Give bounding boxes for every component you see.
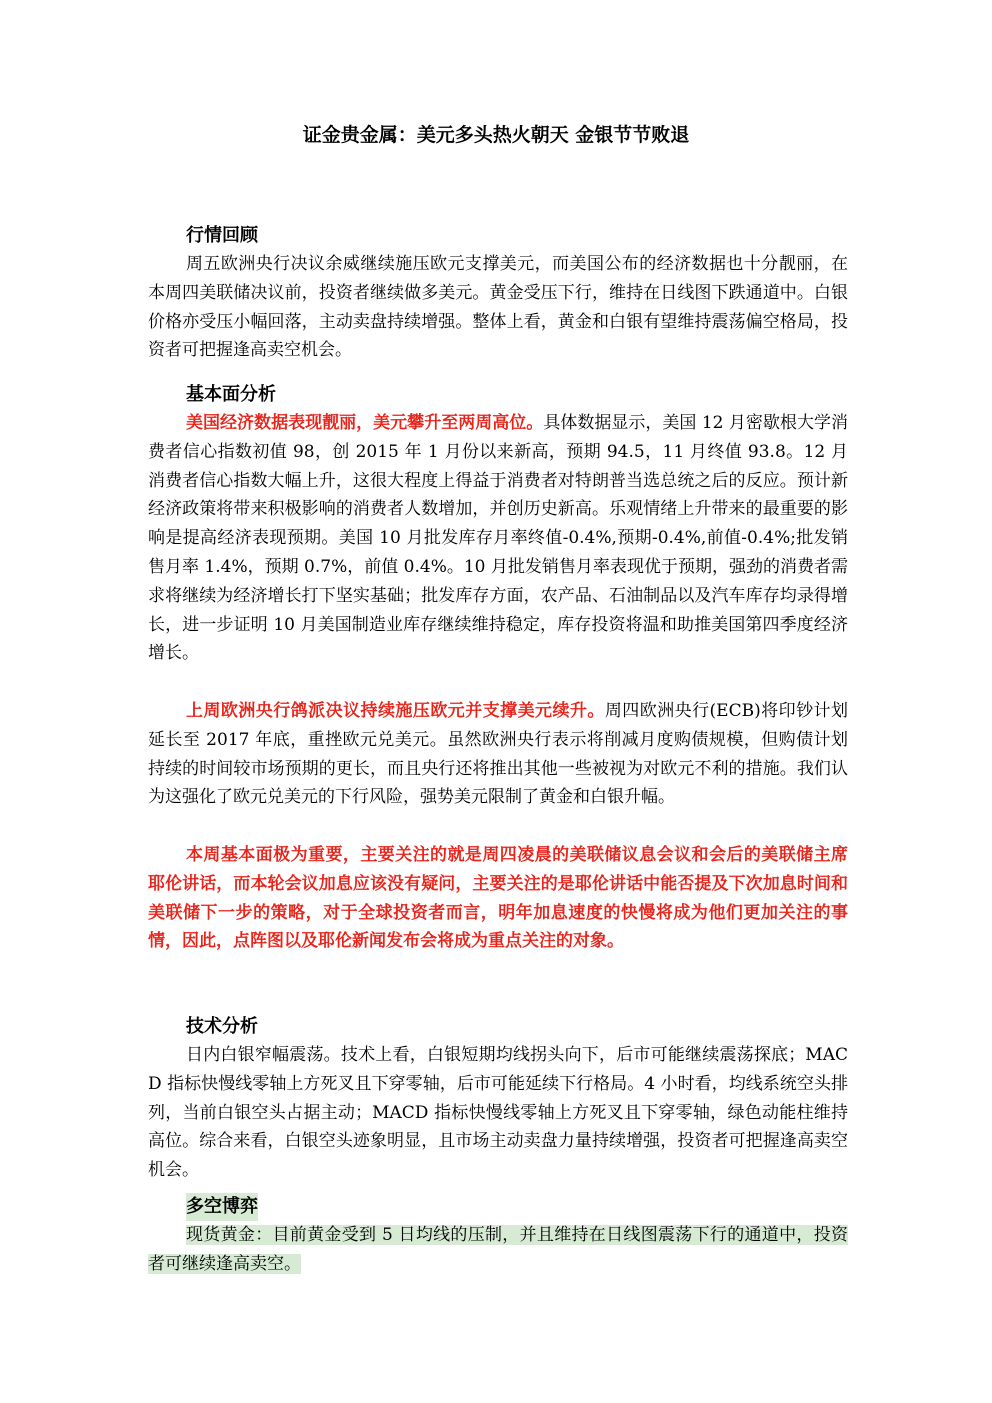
- fundamentals-paragraph-1: [148, 409, 848, 668]
- section-market-review: [148, 222, 848, 365]
- section-paragraph: 周五欧洲央行决议余威继续施压欧元支撑美元，而美国公布的经济数据也十分靓丽，在本周四美联储决议前，投资者继续做多美元。黄金受压下行，维持在日线图下跌通道中。白银价格亦受压小幅回落，主动卖盘持续增强。整体上看，黄金和白银有望维持震荡偏空格局，投资者可把握逢高卖空机会。: [148, 254, 848, 361]
- section-heading: 技术分析: [186, 1016, 258, 1037]
- section-heading: 多空博弈: [186, 1193, 258, 1221]
- emphasis-text: 上周欧洲央行鸽派决议持续施压欧元并支撑美元续升。: [186, 700, 605, 721]
- emphasis-text: 美国经济数据表现靓丽，美元攀升至两周高位。: [186, 413, 544, 433]
- body-text: 周四欧洲央行(ECB)将印钞计划延长至 2017 年底，重挫欧元兑美元。虽然欧洲央行表示将削减月度购债规模，但购债计划持续的时间较市场预期的更长，而且央行还将推出其他一些被视为对欧元不利的措施。我们认为这强化了欧元兑美元的下行风险，强势美元限制了黄金和白银升幅。: [148, 700, 848, 808]
- section-heading: 行情回顾: [186, 225, 258, 246]
- fundamentals-paragraph-3: 本周基本面极为重要，主要关注的就是周四凌晨的美联储议息会议和会后的美联储主席耶伦讲话，而本轮会议加息应该没有疑问，主要关注的是耶伦讲话中能否提及下次加息时间和美联储下一步的策略，对于全球投资者而言，明年加息速度的快慢将成为他们更加关注的事情，因此，点阵图以及耶伦新闻发布会将成为重点关注的对象。: [148, 844, 848, 952]
- body-text: 具体数据显示，美国 12 月密歇根大学消费者信心指数初值 98，创 2015 年 1 月份以来新高，预期 94.5，11 月终值 93.8。12 月消费者信心指数大幅上升，这很大程度上得益于消费者对特朗普当选总统之后的反应。预计新经济政策将带来积极影响的消费者人数增加，并创历史新高。乐观情绪上升带来的最重要的影响是提高经济表现预期。美国 10 月批发库存月率终值-0.4%,预期-0.4%,前值-0.4%;批发销售月率 1.4%，预期 0.7%，前值 0.4%。10 月批发销售月率表现优于预期，强劲的消费者需求将继续为经济增长打下坚实基础；批发库存方面，农产品、石油制品以及汽车库存均录得增长，进一步证明 10 月美国制造业库存继续维持稳定，库存投资将温和助推美国第四季度经济增长。: [148, 413, 848, 664]
- section-fundamentals: [148, 381, 848, 956]
- section-bull-bear: [148, 1193, 848, 1279]
- highlighted-text: 现货黄金：目前黄金受到 5 日均线的压制，并且维持在日线图震荡下行的通道中，投资者可继续逢高卖空。: [148, 1225, 848, 1274]
- fundamentals-paragraph-2: [148, 697, 848, 812]
- section-technical-analysis: [148, 1013, 848, 1185]
- section-heading: 基本面分析: [186, 384, 276, 405]
- section-paragraph: 日内白银窄幅震荡。技术上看，白银短期均线拐头向下，后市可能继续震荡探底；MACD 指标快慢线零轴上方死叉且下穿零轴，后市可能延续下行格局。4 小时看，均线系统空头排列，当前白银空头占据主动；MACD 指标快慢线零轴上方死叉且下穿零轴，绿色动能柱维持高位。综合来看，白银空头迹象明显，且市场主动卖盘力量持续增强，投资者可把握逢高卖空机会。: [148, 1045, 848, 1181]
- section-paragraph: [148, 1221, 848, 1279]
- document-title: 证金贵金属：美元多头热火朝天 金银节节败退: [302, 124, 690, 146]
